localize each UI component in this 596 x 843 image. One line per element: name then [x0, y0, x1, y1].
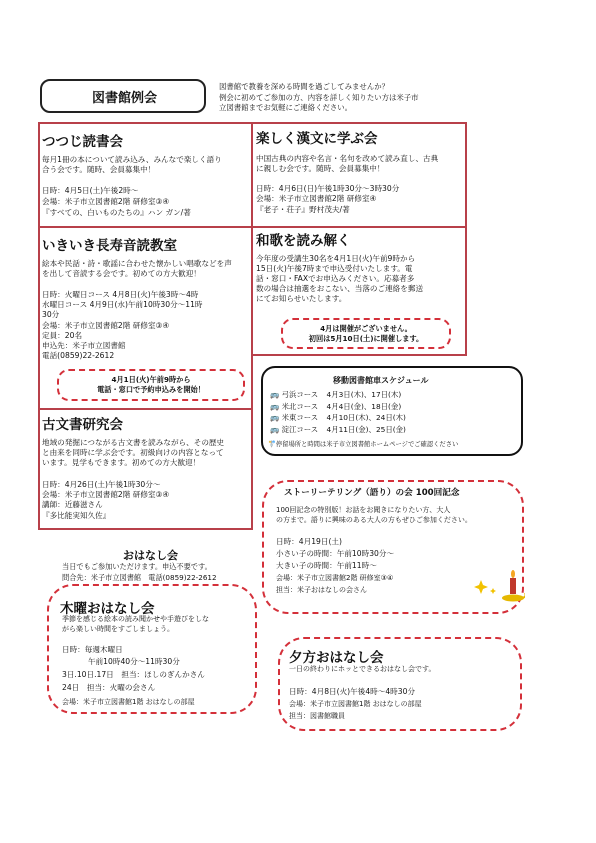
ohanashi-title: おはなし会 [123, 549, 178, 562]
bus-icon: 🚌 [270, 413, 280, 422]
yugata-title: 夕方おはなし会 [289, 650, 384, 666]
candle-illustration [473, 570, 525, 604]
tsutsuji-venue: 会場：米子市立図書館2階 研修室③④ [42, 197, 170, 206]
storytelling-date: 日時：4月19日(土) [276, 537, 342, 546]
route-name: 米北コース [281, 401, 319, 411]
storytelling-kids: 小さい子の時間：午前10時30分～ [276, 549, 395, 558]
route-row [270, 389, 406, 401]
route-row [270, 424, 406, 436]
yugata-venue: 会場：米子市立図書館1階 おはなしの部屋 [289, 700, 422, 708]
header-intro: 図書館で教養を深める時間を過ごしてみませんか？ 例会に初めてご参加の方、内容を詳しく知りたい方は米子市 立図書館までお気軽にご連絡ください。 [219, 82, 419, 112]
bookmobile-title: 移動図書館車スケジュール [333, 376, 429, 385]
storytelling-adults: 大きい子の時間：午前11時～ [276, 561, 377, 570]
storytelling-venue: 会場：米子市立図書館2階 研修室③④ [276, 574, 394, 582]
header-title: 図書館例会 [92, 91, 158, 106]
mokuyou-venue: 会場：米子市立図書館1階 おはなしの部屋 [62, 698, 195, 706]
route-name: 淀江コース [281, 424, 319, 434]
mokuyou-title: 木曜おはなし会 [60, 601, 155, 617]
route-dates: 4月3日(木)、17日(木) [326, 390, 402, 399]
kanbun-title: 楽しく漢文に学ぶ会 [256, 131, 378, 147]
ikiiki-title: いきいき長寿音読教室 [42, 238, 177, 254]
sparkle-small-icon [490, 588, 496, 594]
kanbun-date: 日時：4月6日(日)午後1時30分～3時30分 [256, 184, 400, 193]
ohanashi-line2: 問合先：米子市立図書館 電話(0859)22-2612 [62, 573, 217, 582]
bus-icon: 🚌 [270, 424, 280, 434]
storytelling-desc: 100回記念の特別版！お話をお聞きになりたい方、大人 の方まで。語りに興味のある大人の方もぜひご参加ください。 [276, 506, 472, 524]
storytelling-title: ストーリーテリング（語り）の会 100回記念 [284, 488, 460, 498]
route-dates: 4月11日(金)、25日(金) [326, 424, 406, 434]
ohanashi-line1: 当日でもご参加いただけます。申込不要です。 [62, 562, 212, 571]
waka-desc: 今年度の受講生30名を4月1日(火)午前9時から 15日(火)午後7時まで申込受付いたします。電 話・窓口・FAXでお申込みください。応募者多 数の場合は抽選をおこない、当落のご連絡を郵送 にてお知らせいたします。 [256, 254, 424, 303]
ikiiki-note: 4月1日(火)午前9時から 電話・窓口で予約申込みを開始！ [97, 375, 205, 394]
komonjo-date: 日時：4月26日(土)午後1時30分～ [42, 480, 161, 489]
komonjo-desc: 地域の発掘につながる古文書を読みながら、その歴史 と由来を同時に学ぶ会です。初級向けの内容となって います。見学もできます。初めての方大歓迎！ [42, 438, 225, 467]
bookmobile-footer: 停留場所と時間は米子市立図書館ホームページでご確認ください [275, 441, 459, 448]
bus-icon: 🚌 [270, 401, 280, 411]
tsutsuji-date: 日時：4月5日(土)午後2時～ [42, 186, 139, 195]
route-name: 弓浜コース [281, 390, 319, 399]
kanbun-venue: 会場：米子市立図書館2階 研修室④ [256, 194, 377, 203]
yugata-desc: 一日の終わりにホッとできるおはなし会です。 [289, 665, 436, 673]
mokuyou-date: 日時：毎週木曜日 [62, 645, 123, 654]
mokuyou-time: 午前10時40分～11時30分 [88, 657, 180, 666]
route-row [270, 412, 406, 424]
kanbun-book: 『老子・荘子』野村茂夫/著 [256, 205, 350, 214]
waka-title: 和歌を読み解く [256, 233, 351, 249]
mokuyou-staff1: 3日.10日.17日 担当：ほしのぎんかさん [62, 670, 205, 679]
storytelling-staff: 担当：米子おはなしの会さん [276, 586, 367, 594]
komonjo-lecturer: 講師：近藤滋さん [42, 500, 103, 509]
bookmobile-routes [270, 389, 406, 435]
ikiiki-apply: 申込先：米子市立図書館 [42, 341, 126, 350]
kanbun-desc: 中国古典の内容や名言・名句を改めて読み直し、古典 に親しむ会です。随時、会員募集中！ [256, 154, 439, 173]
mokuyou-staff2: 24日 担当：火曜の会さん [62, 683, 156, 692]
ikiiki-date1: 日時：火曜日コース 4月8日(火)午後3時～4時 [42, 290, 199, 299]
route-row [270, 401, 406, 413]
ikiiki-venue: 会場：米子市立図書館2階 研修室③④ [42, 321, 170, 330]
komonjo-title: 古文書研究会 [42, 417, 123, 433]
route-dates: 4月10日(木)、24日(木) [326, 413, 406, 422]
waka-note: 4月は開催がございません。 初回は5月10日(土)に開催します。 [308, 324, 424, 343]
sparkle-icon [474, 580, 488, 594]
ikiiki-desc: 絵本や民話・詩・歌謡に合わせた懐かしい唱歌などを声 を出して音読する会です。初めての方大歓迎！ [42, 259, 232, 278]
ikiiki-date3: 30分 [42, 310, 60, 319]
bus-icon: 🚌 [270, 390, 280, 399]
bookmobile-footer-row [268, 439, 458, 448]
komonjo-venue: 会場：米子市立図書館2階 研修室③④ [42, 490, 170, 499]
ikiiki-tel: 電話(0859)22-2612 [42, 351, 115, 360]
yugata-staff: 担当：図書館職員 [289, 712, 345, 720]
route-name: 米東コース [281, 413, 319, 422]
tsutsuji-desc: 毎月1冊の本について読み込み、みんなで楽しく語り 合う会です。随時、会員募集中！ [42, 155, 222, 174]
ikiiki-capacity: 定員：20名 [42, 331, 83, 340]
tsutsuji-title: つつじ読書会 [42, 134, 123, 150]
yugata-date: 日時：4月8日(火)午後4時～4時30分 [289, 687, 416, 696]
tsutsuji-book: 『すべての、白いものたちの』ハン ガン/著 [42, 208, 191, 217]
mokuyou-desc: 季節を感じる絵本の読み聞かせや手遊びをしな がら楽しい時間をすごしましょう。 [62, 615, 209, 633]
komonjo-book: 『多比能実知久佐』 [42, 511, 111, 520]
ikiiki-date2: 水曜日コース 4月9日(水)午前10時30分～11時 [42, 300, 203, 309]
route-dates: 4月4日(金)、18日(金) [326, 401, 402, 411]
bus-stop-icon: 🚏 [268, 441, 276, 448]
